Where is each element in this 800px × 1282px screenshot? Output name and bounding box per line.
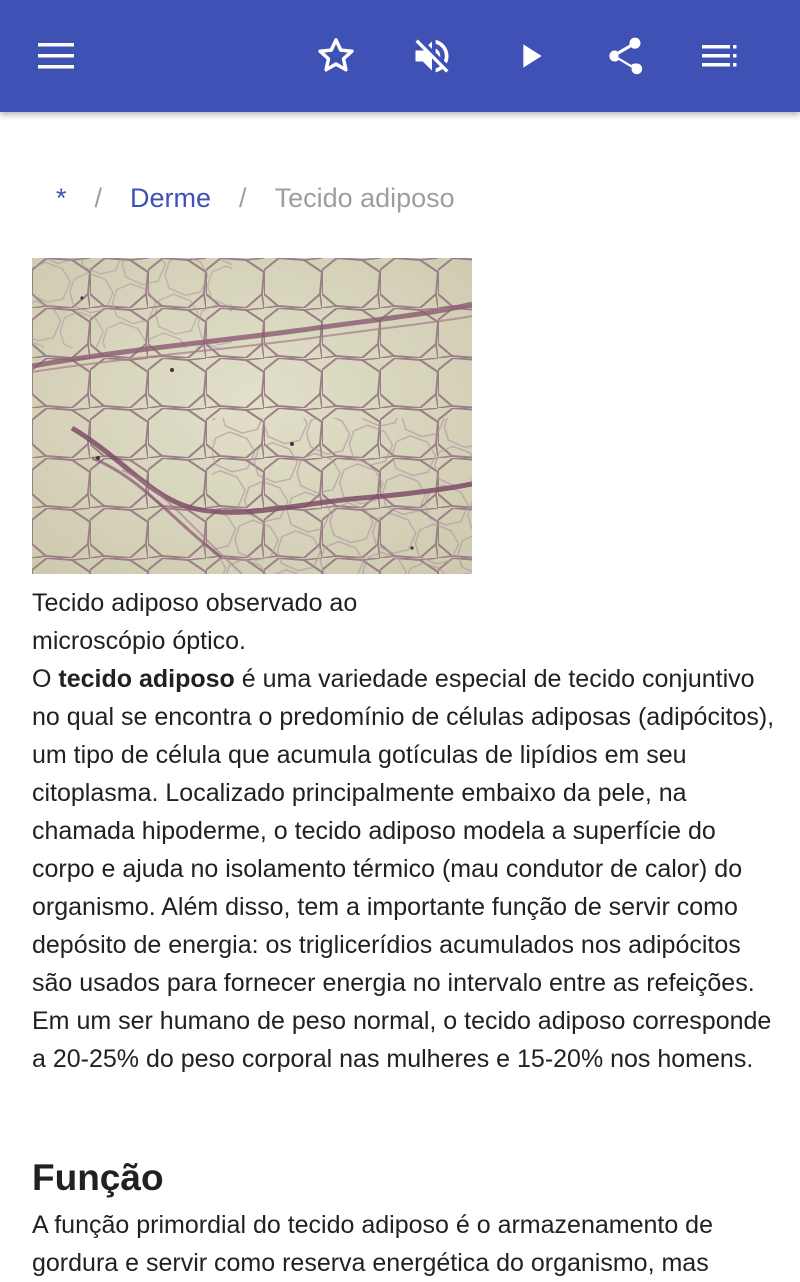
- figure-caption: Tecido adiposo observado ao microscópio óptico.: [32, 589, 358, 655]
- breadcrumb-home-link[interactable]: *: [56, 183, 67, 213]
- hamburger-menu-icon: [36, 36, 76, 76]
- volume-off-icon: [410, 34, 454, 78]
- play-button[interactable]: [502, 28, 558, 84]
- micrograph-drawing: [32, 258, 472, 574]
- adipose-tissue-micrograph[interactable]: [32, 258, 472, 574]
- breadcrumb-separator: /: [94, 183, 103, 213]
- breadcrumb-current: Tecido adiposo: [274, 183, 455, 213]
- share-button[interactable]: [596, 28, 652, 84]
- star-outline-icon: [314, 34, 358, 78]
- section-paragraph: A função primordial do tecido adiposo é o armazenamento de gordura e servir como reserva energética do organismo, mas: [32, 1211, 713, 1277]
- section-heading: Função: [32, 1157, 164, 1198]
- app-bar: [0, 0, 800, 112]
- breadcrumb: [56, 178, 455, 218]
- favorite-button[interactable]: [308, 28, 364, 84]
- contents-button[interactable]: [692, 28, 748, 84]
- intro-paragraph: [32, 660, 780, 1078]
- breadcrumb-separator: /: [239, 183, 247, 213]
- play-icon: [510, 36, 550, 76]
- list-icon: [700, 36, 740, 76]
- breadcrumb-derme-link[interactable]: Derme: [130, 183, 212, 213]
- mute-button[interactable]: [404, 28, 460, 84]
- intro-prefix: O: [32, 665, 59, 693]
- intro-bold-term: tecido adiposo: [58, 665, 235, 693]
- menu-button[interactable]: [28, 28, 84, 84]
- share-icon: [602, 34, 646, 78]
- intro-text: é uma variedade especial de tecido conjuntivo no qual se encontra o predomínio de células adiposas (adipócitos), um tipo de célula que acumula gotículas de lipídios em seu citoplasma. Localizado principalmente embaixo da pele, na chamada hipoderme, o tecido adiposo modela a superfície do corpo e ajuda no isolamento térmico (mau condutor de calor) do organismo. Além disso, tem a importante função de servir como depósito de energia: os triglicerídios acumulados nos adipócitos são usados para fornecer energia no intervalo entre as refeições. Em um ser humano de peso normal, o tecido adiposo corresponde a 20-25% do peso corporal nas mulheres e 15-20% nos homens.: [32, 665, 775, 1073]
